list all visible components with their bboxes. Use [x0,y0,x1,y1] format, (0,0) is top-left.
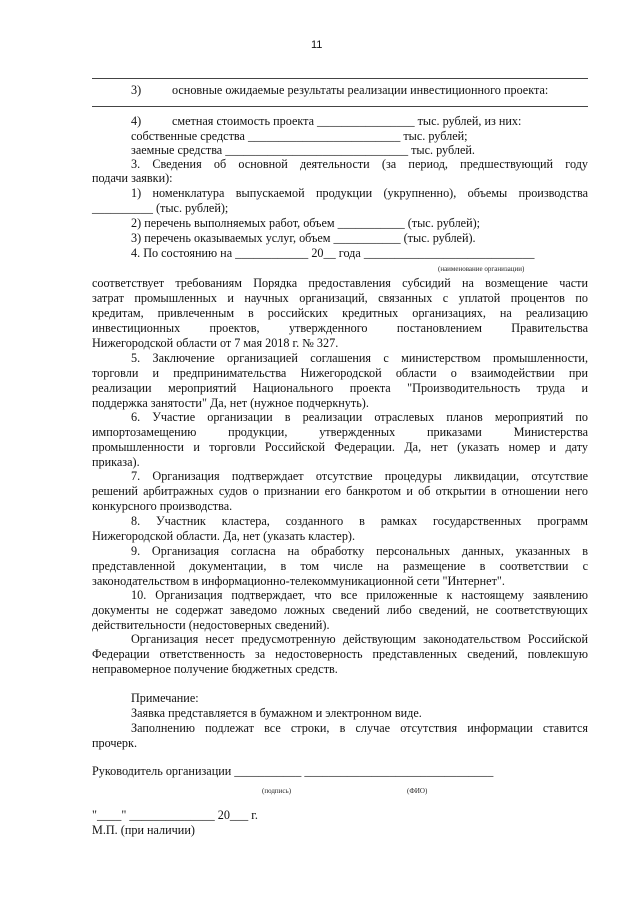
responsibility-line-3: неправомерное получение бюджетных средств. [92,662,338,676]
note-line-2: Заполнению подлежат все строки, в случае отсутствия информации ставится [131,721,588,735]
date-line: "____" ______________ 20___ г. [92,808,258,822]
section-7-line-3: конкурсного производства. [92,499,233,513]
section-4-line-5: инвестиционных проектов, утвержденного постановлением Правительства [92,321,588,335]
responsibility-line-2: Федерации ответственность за недостоверность представленных сведений, повлекшую [92,647,588,661]
section-5-line-3: реализации мероприятий Национального проекта "Производительность труда и [92,381,588,395]
section-4-line-3: затрат промышленных и научных организаций, связанных с уплатой процентов по [92,291,588,305]
section-10-line-2: документы не содержат заведомо ложных сведений либо сведений, не соответствующих [92,603,588,617]
section-5-line-4: поддержка занятости" Да, нет (нужное подчеркнуть). [92,396,369,410]
item-3-text: основные ожидаемые результаты реализации инвестиционного проекта: [172,83,549,97]
section-7-line-1: 7. Организация подтверждает отсутствие процедуры ликвидации, отсутствие [131,469,588,483]
item-3-number: 3) [131,83,142,97]
item-4-number: 4) [131,114,142,128]
stamp-line: М.П. (при наличии) [92,823,195,837]
section-5-line-2: торговли и предпринимательства Нижегородской области о взаимодействии при [92,366,588,380]
section-3-line-1: 3. Сведения об основной деятельности (за период, предшествующий году [131,157,588,171]
section-7-line-2: решений арбитражных судов о признании его банкротом и об открытии в отношении него [92,484,588,498]
item-4-text: сметная стоимость проекта ________________ тыс. рублей, из них: [172,114,522,128]
own-funds: собственные средства _________________________ тыс. рублей; [131,129,468,143]
section-4-line-1: 4. По состоянию на ____________ 20__ года ____________________________ [131,246,535,260]
note-line-3: прочерк. [92,736,137,750]
section-5-line-1: 5. Заключение организацией соглашения с министерством промышленности, [131,351,588,365]
section-6-line-2: импортозамещению продукции, утвержденных приказами Министерства [92,425,588,439]
section-8-line-2: Нижегородской области. Да, нет (указать кластер). [92,529,356,543]
section-4-line-4: кредитам, привлеченным в российских кредитных организациях, на реализацию [92,306,588,320]
item-3-2: 2) перечень выполняемых работ, объем ___________ (тыс. рублей); [131,216,481,230]
fio-caption: (ФИО) [407,787,428,795]
page-number: 11 [311,39,323,51]
signature-caption: (подпись) [262,787,292,795]
section-10-line-3: действительности (недостоверных сведений). [92,618,330,632]
section-3-line-2: подачи заявки): [92,171,173,185]
section-9-line-2: представленной документации, в том числе на размещение в соответствии с [92,559,588,573]
item-3-1-line-1: 1) номенклатура выпускаемой продукции (укрупненно), объемы производства [131,186,588,200]
note-heading: Примечание: [131,691,199,705]
section-4-line-6: Нижегородской области от 7 мая 2018 г. № 327. [92,336,339,350]
section-9-line-3: законодательством в информационно-телекоммуникационной сети "Интернет". [92,574,505,588]
section-4-line-2: соответствует требованиям Порядка предоставления субсидий на возмещение части [92,276,588,290]
section-10-line-1: 10. Организация подтверждает, что все приложенные к настоящему заявлению [131,588,588,602]
org-name-caption: (наименование организации) [438,265,525,273]
responsibility-line-1: Организация несет предусмотренную действующим законодательством Российской [131,632,588,646]
item-3-3: 3) перечень оказываемых услуг, объем ___________ (тыс. рублей). [131,231,476,245]
note-line-1: Заявка представляется в бумажном и электронном виде. [131,706,422,720]
item-3-1-line-2: __________ (тыс. рублей); [92,201,229,215]
section-6-line-1: 6. Участие организации в реализации отраслевых планов мероприятий по [131,410,588,424]
head-signature-line: Руководитель организации ___________ _______________________________ [92,764,494,778]
section-9-line-1: 9. Организация согласна на обработку персональных данных, указанных в [131,544,588,558]
section-6-line-3: промышленности и торговли Российской Федерации. Да, нет (указать номер и дату [92,440,588,454]
borrowed-funds: заемные средства ______________________________ тыс. рублей. [131,143,475,157]
blank-line [92,106,588,107]
blank-line [92,78,588,79]
section-8-line-1: 8. Участник кластера, созданного в рамках государственных программ [131,514,588,528]
section-6-line-4: приказа). [92,455,140,469]
